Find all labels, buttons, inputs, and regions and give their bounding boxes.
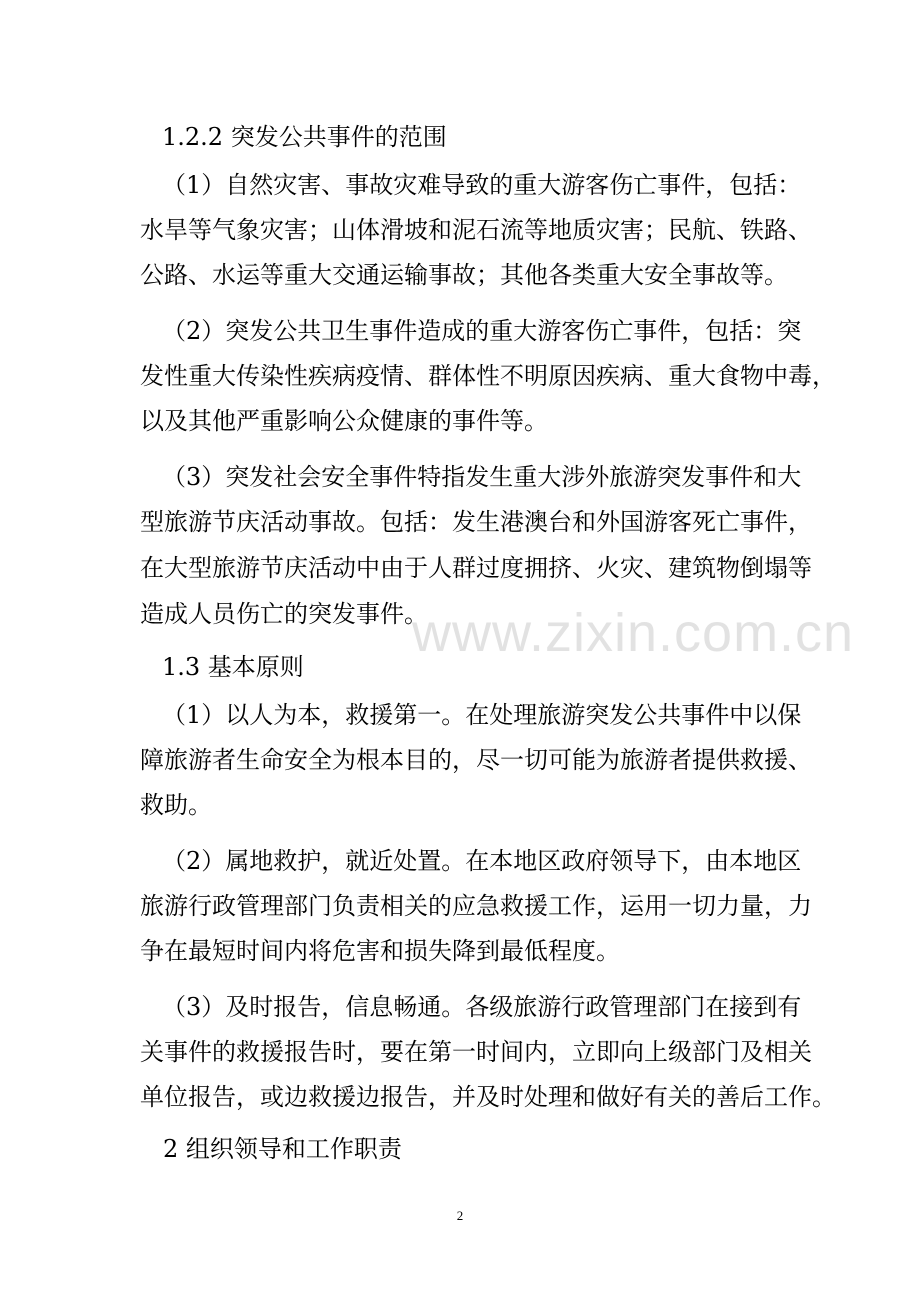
paragraph-line: 型旅游节庆活动事故。包括：发生港澳台和外国游客死亡事件， (140, 508, 812, 536)
paragraph-line: 以及其他严重影响公众健康的事件等。 (140, 407, 548, 435)
section-heading-2: 2 组织领导和工作职责 (163, 1135, 402, 1163)
paragraph-line: （2）突发公共卫生事件造成的重大游客伤亡事件，包括：突 (162, 317, 802, 345)
paragraph-line: 公路、水运等重大交通运输事故；其他各类重大安全事故等。 (140, 261, 788, 289)
paragraph-line: 障旅游者生命安全为根本目的，尽一切可能为旅游者提供救援、 (140, 746, 812, 774)
paragraph-line: （3）及时报告，信息畅通。各级旅游行政管理部门在接到有 (162, 993, 802, 1021)
paragraph-line: （3）突发社会安全事件特指发生重大涉外旅游突发事件和大 (162, 463, 802, 491)
paragraph-line: 发性重大传染性疾病疫情、群体性不明原因疾病、重大食物中毒， (140, 362, 836, 390)
section-heading-1-3: 1.3 基本原则 (162, 653, 304, 681)
paragraph-line: 造成人员伤亡的突发事件。 (140, 600, 428, 628)
paragraph-line: （2）属地救护，就近处置。在本地区政府领导下，由本地区 (162, 847, 802, 875)
paragraph-line: 旅游行政管理部门负责相关的应急救援工作，运用一切力量，力 (140, 892, 812, 920)
section-heading-1-2-2: 1.2.2 突发公共事件的范围 (162, 123, 447, 151)
paragraph-line: 在大型旅游节庆活动中由于人群过度拥挤、火灾、建筑物倒塌等 (140, 554, 812, 582)
page-number: 2 (456, 1208, 464, 1223)
paragraph-line: 关事件的救援报告时，要在第一时间内，立即向上级部门及相关 (140, 1038, 812, 1066)
paragraph-line: 水旱等气象灾害；山体滑坡和泥石流等地质灾害；民航、铁路、 (140, 216, 812, 244)
watermark: www.zixin.com.cn (412, 603, 855, 663)
paragraph-line: 争在最短时间内将危害和损失降到最低程度。 (140, 937, 620, 965)
paragraph-line: （1）以人为本，救援第一。在处理旅游突发公共事件中以保 (162, 701, 802, 729)
paragraph-line: （1）自然灾害、事故灾难导致的重大游客伤亡事件，包括： (162, 171, 802, 199)
paragraph-line: 单位报告，或边救援边报告，并及时处理和做好有关的善后工作。 (140, 1083, 836, 1111)
paragraph-line: 救助。 (140, 791, 212, 819)
